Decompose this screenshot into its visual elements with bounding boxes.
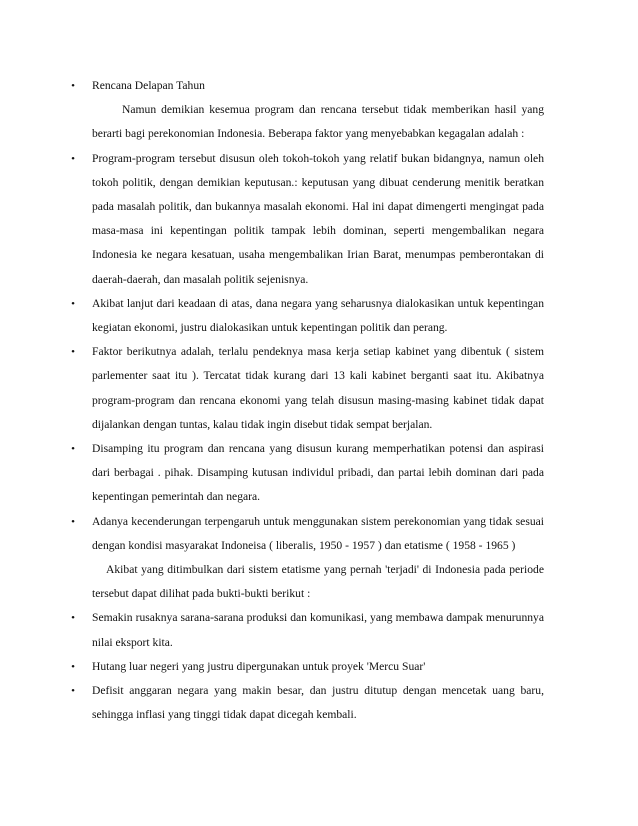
- paragraph-text: Akibat yang ditimbulkan dari sistem etatisme yang pernah 'terjadi' di Indonesia pada periode tersebut dapat dilihat pada bukti-bukti berikut :: [92, 563, 544, 601]
- list-item-text: Defisit anggaran negara yang makin besar, dan justru ditutup dengan mencetak uang baru, sehingga inflasi yang tinggi tidak dapat dicegah kembali.: [92, 684, 544, 722]
- list-item-tokoh-politik: [71, 147, 544, 292]
- bullet-icon: •: [71, 443, 75, 456]
- list-item-akibat-lanjut: [71, 292, 544, 340]
- list-item-text: Hutang luar negeri yang justru dipergunakan untuk proyek 'Mercu Suar': [92, 659, 426, 673]
- list-item-potensi-aspirasi: [71, 437, 544, 510]
- bullet-icon: •: [71, 346, 75, 359]
- list-item-rencana-delapan-tahun: [71, 74, 544, 98]
- list-item-text: Faktor berikutnya adalah, terlalu pendeknya masa kerja setiap kabinet yang dibentuk ( sistem parlementer saat itu ). Tercatat tidak kurang dari 13 kali kabinet berganti saat itu. Akibatnya program-program dan rencana ekonomi yang telah disusun masing-masing kabinet tidak dapat dijalankan dengan tuntas, kalau tidak ingin disebut tidak sempat berjalan.: [92, 345, 544, 431]
- paragraph-kegagalan-intro: [92, 98, 544, 146]
- bullet-icon: •: [71, 515, 75, 528]
- list-item-text: Akibat lanjut dari keadaan di atas, dana negara yang seharusnya dialokasikan untuk kepentingan kegiatan ekonomi, justru dialokasikan untuk kepentingan politik dan perang.: [92, 296, 544, 335]
- paragraph-text: Namun demikian kesemua program dan rencana tersebut tidak memberikan hasil yang berarti bagi perekonomian Indonesia. Beberapa faktor yang menyebabkan kegagalan adalah :: [92, 103, 544, 141]
- list-item-faktor-kabinet: [71, 340, 544, 437]
- paragraph-akibat-etatisme: [92, 558, 544, 606]
- bullet-icon: •: [71, 660, 75, 673]
- bullet-icon: •: [71, 80, 75, 92]
- list-item-text: Semakin rusaknya sarana-sarana produksi dan komunikasi, yang membawa dampak menurunnya nilai eksport kita.: [92, 611, 544, 649]
- list-item-text: Rencana Delapan Tahun: [92, 79, 205, 92]
- list-item-sistem-perekonomian: [71, 510, 544, 558]
- bullet-icon: •: [71, 297, 75, 310]
- list-item-text: Disamping itu program dan rencana yang disusun kurang memperhatikan potensi dan aspirasi dari berbagai . pihak. Disamping kutusan individul pribadi, dan partai lebih dominan dari pada kepentingan pemerintah dan negara.: [92, 442, 544, 504]
- bullet-icon: •: [71, 685, 75, 698]
- list-item-sarana-produksi: [71, 606, 544, 654]
- list-item-text: Program-program tersebut disusun oleh tokoh-tokoh yang relatif bukan bidangnya, namun oleh tokoh politik, dengan demikian keputusan.: keputusan yang dibuat cenderung menitik beratkan pada masalah politik, dan bukannya masalah ekonomi. Hal ini dapat dimengerti mengingat pada masa-masa ini kepentingan politik tampak lebih dominan, seperti mengembalikan negara Indonesia ke negara kesatuan, usaha mengembalikan Irian Barat, menumpas pemberontakan di daerah-daerah, dan masalah politik sejenisnya.: [92, 151, 544, 286]
- list-item-defisit-anggaran: [71, 679, 544, 727]
- list-item-text: Adanya kecenderungan terpengaruh untuk menggunakan sistem perekonomian yang tidak sesuai dengan kondisi masyarakat Indoneisa ( liberalis, 1950 - 1957 ) dan etatisme ( 1958 - 1965 ): [92, 514, 544, 552]
- bullet-icon: •: [71, 152, 75, 165]
- document-body: [71, 74, 544, 727]
- list-item-hutang-luar-negeri: [71, 655, 544, 679]
- bullet-icon: •: [71, 612, 75, 625]
